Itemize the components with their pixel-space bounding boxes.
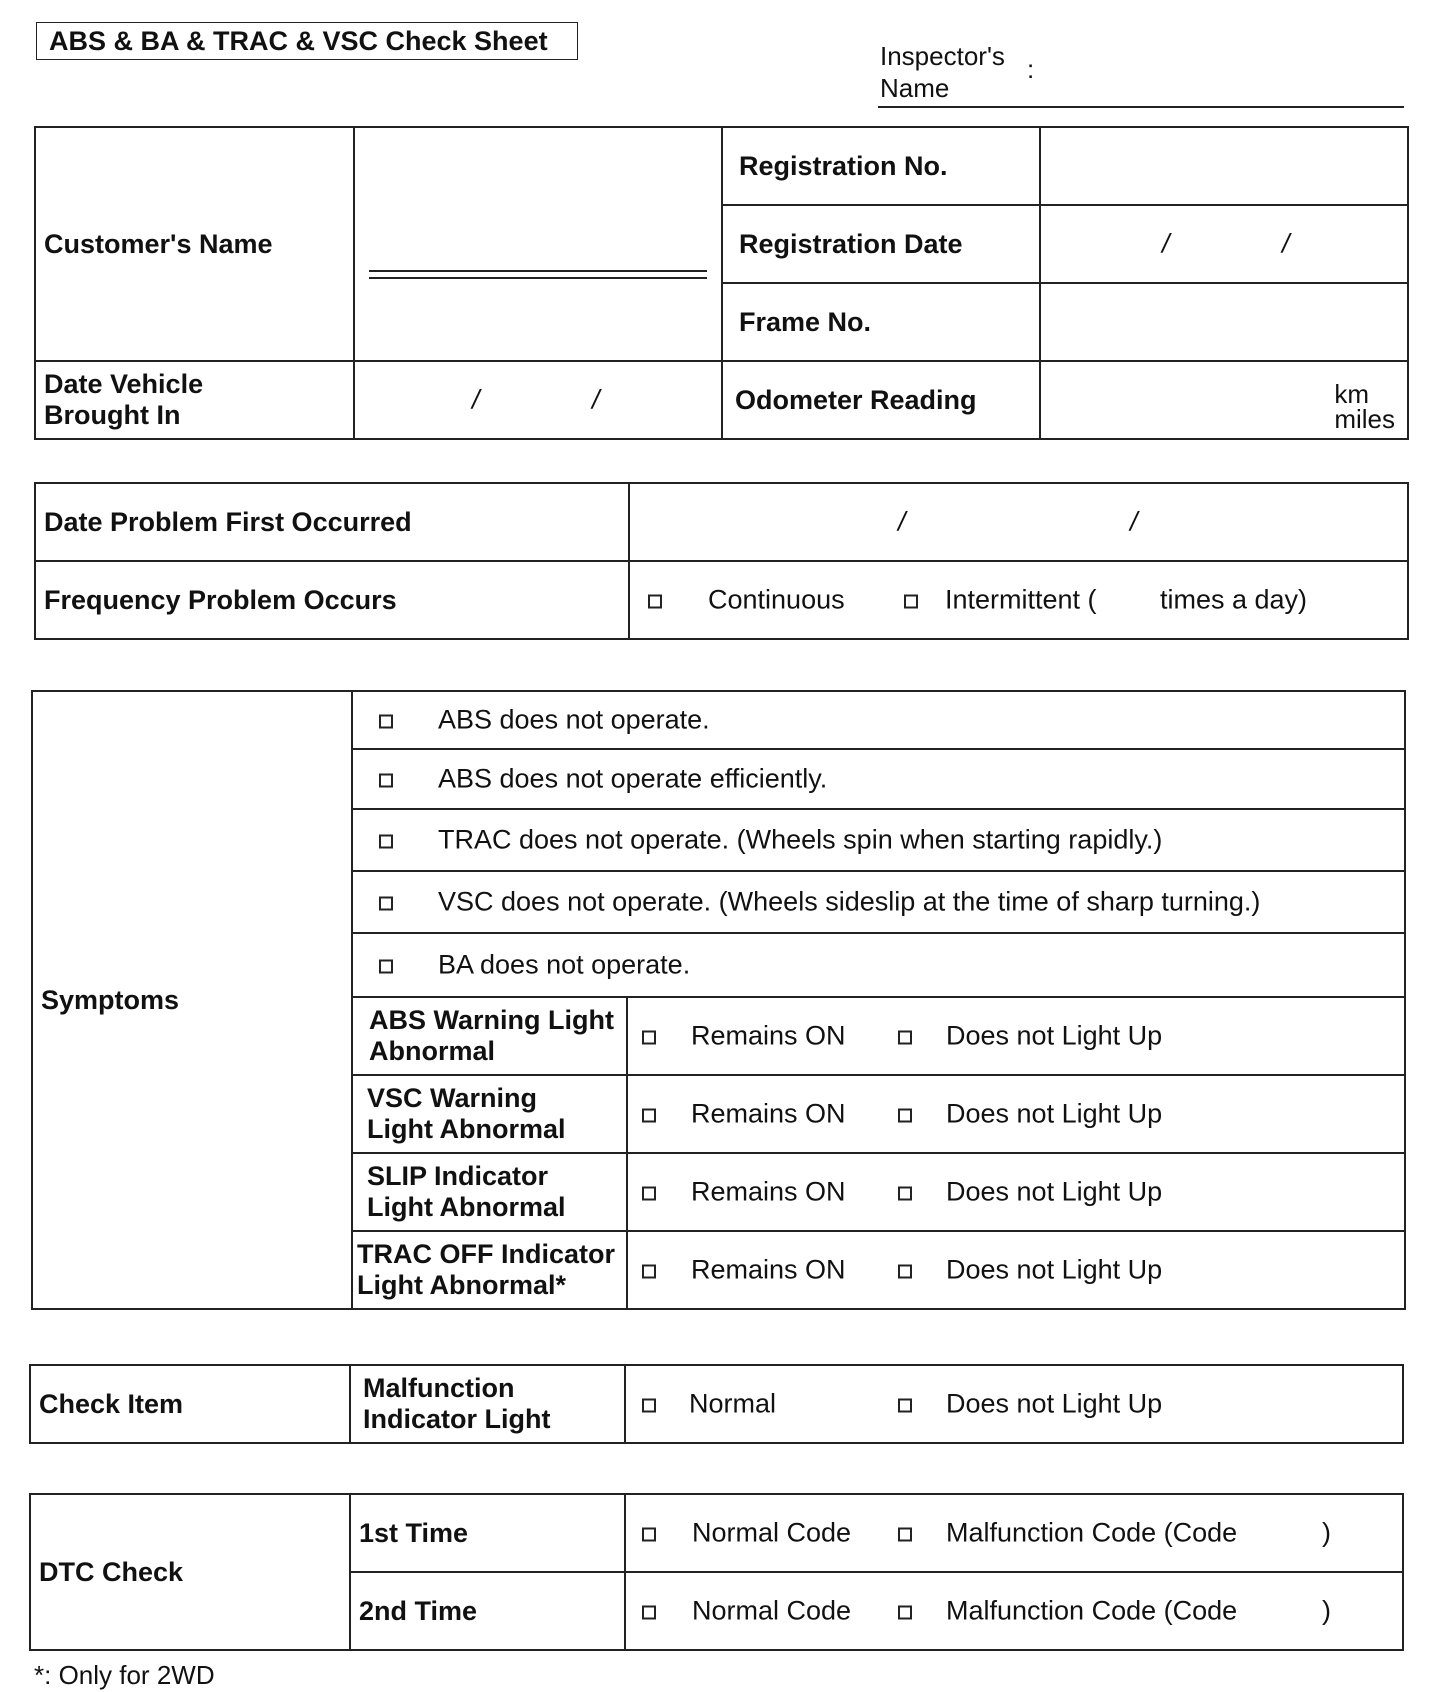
date-separator: / [1130,506,1138,537]
symptom-text: ABS does not operate. [438,704,710,735]
symptom-checkbox[interactable] [379,887,393,918]
symptom-row [352,691,1405,749]
malfunction-code-checkbox[interactable] [898,1596,912,1627]
mil-label [350,1365,625,1443]
symptom-row [352,871,1405,933]
dtc-second-options [625,1572,1403,1650]
times-a-day-label: times a day) [1160,584,1308,615]
unit-miles: miles [1334,404,1395,434]
does-not-light-checkbox[interactable] [898,1389,912,1420]
date-separator: / [1162,228,1170,259]
remains-on-checkbox[interactable] [642,1099,656,1130]
slip-indicator-light-label [352,1153,627,1231]
normal-code-checkbox[interactable] [642,1518,656,1549]
mil-label-line2: Indicator Light [363,1404,551,1434]
problem-table [34,482,1409,640]
light-options [627,1231,1405,1309]
date-brought-in-field[interactable] [354,361,722,439]
registration-date-field[interactable] [1040,205,1408,283]
does-not-light-label: Does not Light Up [946,1098,1163,1129]
does-not-light-checkbox[interactable] [898,1099,912,1130]
symptom-text: BA does not operate. [438,949,691,980]
continuous-label: Continuous [708,584,845,615]
light-label-line2: Abnormal [369,1036,496,1066]
does-not-light-label: Does not Light Up [946,1020,1163,1051]
dtc-check-label: DTC Check [30,1494,350,1650]
frame-no-field[interactable] [1040,283,1408,361]
symptom-text: TRAC does not operate. (Wheels spin when starting rapidly.) [438,824,1163,855]
frequency-label: Frequency Problem Occurs [35,561,629,639]
odometer-field[interactable] [1040,361,1408,439]
date-brought-in-label [35,361,354,439]
customer-name-label: Customer's Name [35,127,354,361]
does-not-light-checkbox[interactable] [898,1255,912,1286]
footnote: *: Only for 2WD [34,1660,215,1690]
date-separator: / [592,384,600,415]
light-options [627,1153,1405,1231]
symptom-checkbox[interactable] [379,764,393,795]
light-label-line1: TRAC OFF Indicator [357,1239,615,1269]
intermittent-label: Intermittent ( [945,584,1097,615]
light-options [627,997,1405,1075]
symptom-checkbox[interactable] [379,705,393,736]
continuous-checkbox[interactable] [648,585,662,616]
customer-name-field[interactable] [354,127,722,361]
trac-off-indicator-light-label [352,1231,627,1309]
close-paren: ) [1322,1595,1331,1626]
dtc-first-options [625,1494,1403,1572]
check-item-label: Check Item [30,1365,350,1443]
normal-checkbox[interactable] [642,1389,656,1420]
date-brought-in-label-line1: Date Vehicle [44,369,204,399]
symptoms-label: Symptoms [32,691,352,1309]
vsc-warning-light-label [352,1075,627,1153]
symptom-row [352,749,1405,809]
intermittent-checkbox[interactable] [904,585,918,616]
symptom-text: VSC does not operate. (Wheels sideslip at the time of sharp turning.) [438,886,1261,917]
registration-no-label: Registration No. [722,127,1040,205]
symptom-checkbox[interactable] [379,950,393,981]
inspector-name-field[interactable] [878,106,1404,108]
remains-on-checkbox[interactable] [642,1177,656,1208]
does-not-light-checkbox[interactable] [898,1021,912,1052]
light-label-line1: VSC Warning [367,1083,538,1113]
date-separator: / [898,506,906,537]
symptom-row [352,933,1405,997]
malfunction-code-label: Malfunction Code (Code [946,1517,1238,1548]
date-brought-in-label-line2: Brought In [44,400,181,430]
remains-on-label: Remains ON [691,1098,846,1129]
customer-name-double-line [369,270,707,279]
vehicle-info-table [34,126,1409,440]
check-item-table [29,1364,1404,1444]
normal-label: Normal [689,1388,777,1419]
does-not-light-checkbox[interactable] [898,1177,912,1208]
remains-on-label: Remains ON [691,1176,846,1207]
symptom-text: ABS does not operate efficiently. [438,763,828,794]
date-first-occurred-label: Date Problem First Occurred [35,483,629,561]
symptoms-table [31,690,1406,1310]
odometer-label: Odometer Reading [722,361,1040,439]
malfunction-code-label: Malfunction Code (Code [946,1595,1238,1626]
normal-code-label: Normal Code [692,1517,852,1548]
close-paren: ) [1322,1517,1331,1548]
mil-options [625,1365,1403,1443]
does-not-light-label: Does not Light Up [946,1388,1163,1419]
frequency-options [629,561,1408,639]
light-options [627,1075,1405,1153]
light-label-line1: SLIP Indicator [367,1161,549,1191]
light-label-line2: Light Abnormal [367,1114,566,1144]
registration-no-field[interactable] [1040,127,1408,205]
remains-on-label: Remains ON [691,1020,846,1051]
does-not-light-label: Does not Light Up [946,1176,1163,1207]
symptom-row [352,809,1405,871]
remains-on-checkbox[interactable] [642,1255,656,1286]
date-first-occurred-field[interactable] [629,483,1408,561]
dtc-check-table [29,1493,1404,1651]
light-label-line1: ABS Warning Light [369,1005,614,1035]
abs-warning-light-label [352,997,627,1075]
page-title: ABS & BA & TRAC & VSC Check Sheet [36,22,578,60]
remains-on-checkbox[interactable] [642,1021,656,1052]
light-label-line2: Light Abnormal* [357,1270,566,1300]
symptom-checkbox[interactable] [379,825,393,856]
date-separator: / [1282,228,1290,259]
malfunction-code-checkbox[interactable] [898,1518,912,1549]
inspector-label-line1: Inspector's [880,41,1005,71]
dtc-first-time-label: 1st Time [350,1494,625,1572]
unit-km: km [1334,379,1369,409]
date-separator: / [472,384,480,415]
normal-code-label: Normal Code [692,1595,852,1626]
inspector-colon: : [1027,54,1035,84]
inspector-label-line2: Name [880,73,950,103]
odometer-units [1334,379,1395,434]
inspector-label [880,40,1005,104]
dtc-second-time-label: 2nd Time [350,1572,625,1650]
frame-no-label: Frame No. [722,283,1040,361]
remains-on-label: Remains ON [691,1254,846,1285]
does-not-light-label: Does not Light Up [946,1254,1163,1285]
normal-code-checkbox[interactable] [642,1596,656,1627]
registration-date-label: Registration Date [722,205,1040,283]
mil-label-line1: Malfunction [363,1373,515,1403]
light-label-line2: Light Abnormal [367,1192,566,1222]
